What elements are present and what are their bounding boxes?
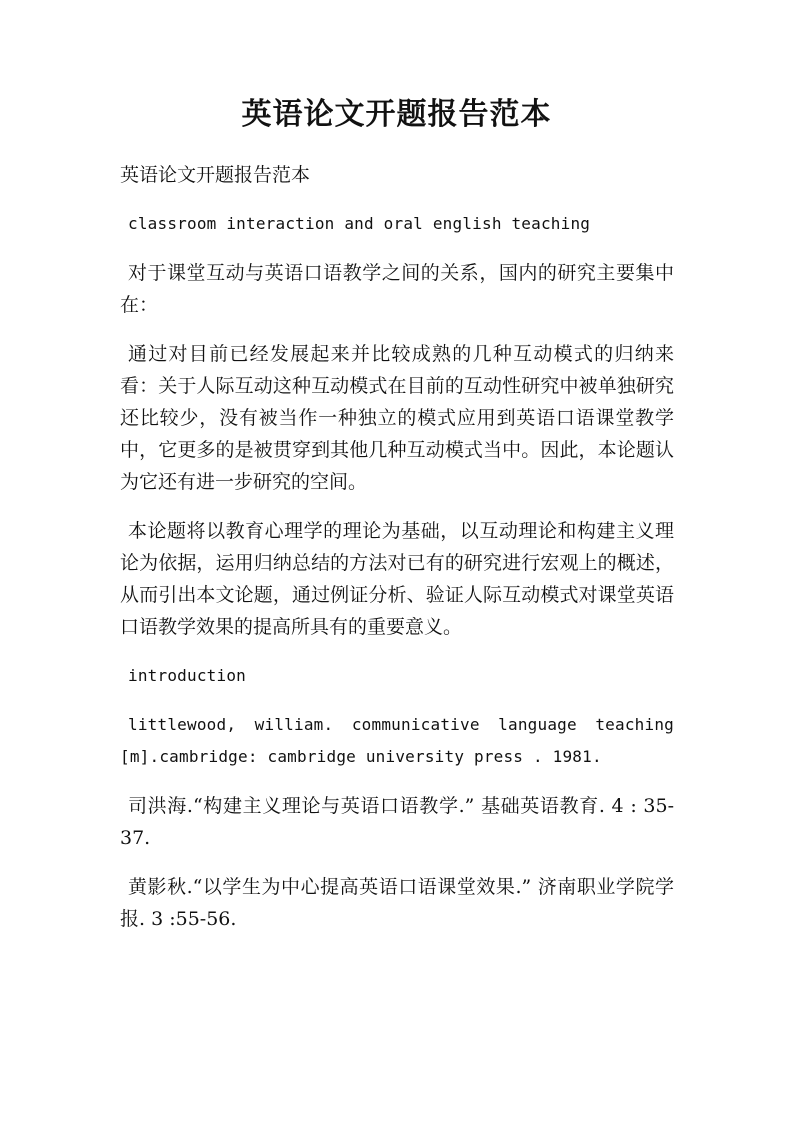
- subtitle: 英语论文开题报告范本: [120, 164, 311, 186]
- reference-3: 黄影秋.“以学生为中心提高英语口语课堂效果.” 济南职业学院学报. 3 :55-56.: [120, 876, 674, 930]
- reference-2: 司洪海.“构建主义理论与英语口语教学.” 基础英语教育. 4 : 35-37.: [120, 795, 674, 849]
- document-title: 英语论文开题报告范本: [241, 97, 552, 132]
- paragraph-1: 对于课堂互动与英语口语教学之间的关系，国内的研究主要集中在：: [120, 262, 674, 316]
- english-title: classroom interaction and oral english teaching: [128, 214, 591, 233]
- document-body: [120, 159, 674, 952]
- paragraph-2: 通过对目前已经发展起来并比较成熟的几种互动模式的归纳来看：关于人际互动这种互动模式在目前的互动性研究中被单独研究还比较少，没有被当作一种独立的模式应用到英语口语课堂教学中，它更多的是被贯穿到其他几种互动模式当中。因此，本论题认为它还有进一步研究的空间。: [120, 343, 674, 493]
- paragraph-3: 本论题将以教育心理学的理论为基础，以互动理论和构建主义理论为依据，运用归纳总结的方法对已有的研究进行宏观上的概述，从而引出本文论题，通过例证分析、验证人际互动模式对课堂英语口语教学效果的提高所具有的重要意义。: [120, 520, 674, 638]
- section-heading: introduction: [128, 666, 246, 685]
- reference-1: littlewood, william. communicative language teaching [m].cambridge: cambridge university press . 1981.: [120, 715, 674, 766]
